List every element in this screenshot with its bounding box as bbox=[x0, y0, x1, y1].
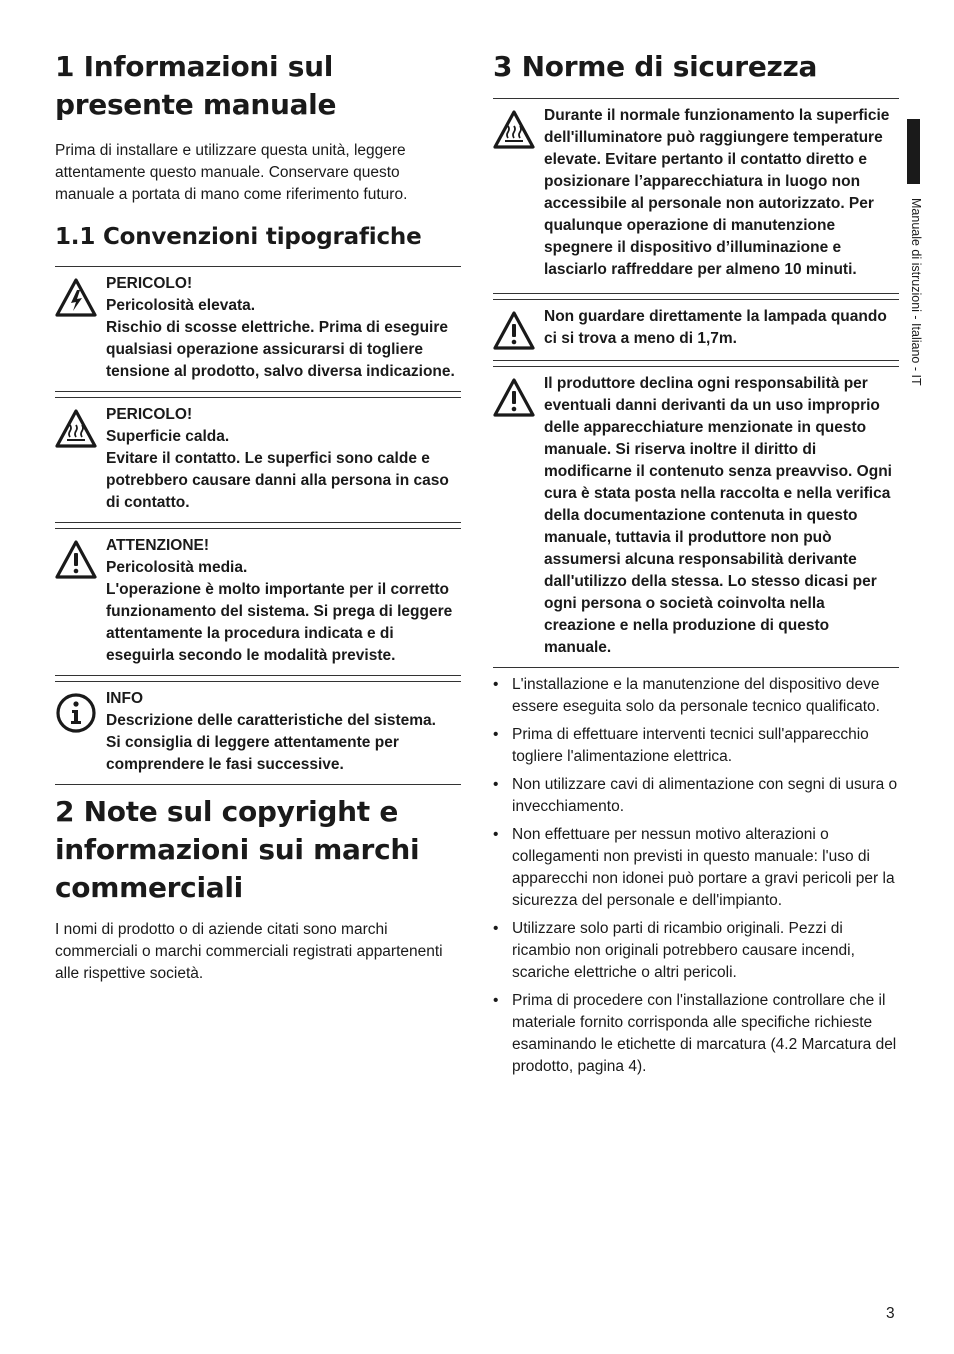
info-icon bbox=[55, 692, 97, 734]
section-2-title: 2 Note sul copyright e informazioni sui marchi commerciali bbox=[55, 795, 420, 904]
section-1-1-title: 1.1 Convenzioni tipografiche bbox=[55, 224, 422, 250]
note-text: Il produttore declina ogni responsabilità per eventuali danni derivanti da un uso improprio delle apparecchiature menzionate in questo manuale. Si riserva inoltre il diritto di modificarne il contenuto senza preavviso. Ogni cura è stata posta nella raccolta e nella verifica della documentazione contenuta in questo manuale, tuttavia il produttore non può assumersi alcuna responsabilità derivante dall'utilizzo della stessa. Lo stesso dicasi per ogni persona o società coinvolta nella creazione e nella produzione di questo manuale. bbox=[544, 375, 892, 656]
page-number: 3 bbox=[886, 1305, 895, 1322]
attention-note bbox=[55, 528, 461, 675]
hot-surface-icon bbox=[493, 109, 535, 151]
list-item: • Utilizzare solo parti di ricambio originali. Pezzi di ricambio non originali potrebbero causare incendi, scariche elettriche o altri pericoli. bbox=[493, 918, 899, 984]
list-item: • L'installazione e la manutenzione del dispositivo deve essere eseguita solo da personale tecnico qualificato. bbox=[493, 674, 899, 718]
hot-surface-icon bbox=[55, 408, 97, 450]
note-text: Durante il normale funzionamento la superficie dell'illuminatore può raggiungere temperature elevate. Evitare pertanto il contatto diretto e posizionare l’apparecchiatura in luogo non accessibile al personale non autorizzato. Per qualunque operazione di manutenzione spegnere il dispositivo d’illuminazione e lasciarlo raffreddare per almeno 10 minuti. bbox=[544, 107, 890, 278]
divider bbox=[493, 667, 899, 668]
note-title: PERICOLO! bbox=[106, 406, 193, 423]
info-note bbox=[55, 681, 461, 784]
danger-hot-note bbox=[55, 397, 461, 522]
left-column bbox=[55, 48, 461, 985]
section-1-title: 1 Informazioni sul presente manuale bbox=[55, 50, 337, 121]
list-item: • Prima di procedere con l'installazione controllare che il materiale fornito corrisponda alle specifiche richieste esaminando le etichette di marcatura (4.2 Marcatura del prodotto, pagina 4). bbox=[493, 990, 899, 1078]
warning-icon bbox=[493, 310, 535, 352]
danger-electric-note bbox=[55, 266, 461, 391]
note-text: L'operazione è molto importante per il corretto funzionamento del sistema. Si prega di leggere attentamente la procedura indicata e di eseguirla secondo le modalità previste. bbox=[106, 581, 453, 664]
section-3-title: 3 Norme di sicurezza bbox=[493, 50, 818, 83]
note-text: Si consiglia di leggere attentamente per comprendere le fasi successive. bbox=[106, 734, 399, 773]
note-subtitle: Descrizione delle caratteristiche del sistema. bbox=[106, 712, 436, 729]
right-column bbox=[493, 48, 899, 1084]
lamp-warning-note bbox=[493, 299, 899, 360]
liability-note bbox=[493, 366, 899, 667]
note-text: Rischio di scosse elettriche. Prima di eseguire qualsiasi operazione assicurarsi di togliere tensione al prodotto, salvo diversa indicazione. bbox=[106, 319, 455, 380]
note-subtitle: Superficie calda. bbox=[106, 428, 230, 445]
note-title: INFO bbox=[106, 690, 144, 707]
list-item: • Non utilizzare cavi di alimentazione con segni di usura o invecchiamento. bbox=[493, 774, 899, 818]
warning-icon bbox=[55, 539, 97, 581]
side-tab-marker bbox=[907, 119, 920, 184]
note-title: ATTENZIONE! bbox=[106, 537, 210, 554]
divider bbox=[55, 784, 461, 785]
safety-bullet-list bbox=[493, 674, 899, 1078]
side-label: Manuale di istruzioni - Italiano - IT bbox=[909, 198, 923, 386]
section-2-body: I nomi di prodotto o di aziende citati sono marchi commerciali o marchi commerciali registrati appartenenti alle rispettive società. bbox=[55, 921, 443, 982]
note-title: PERICOLO! bbox=[106, 275, 193, 292]
note-text: Evitare il contatto. Le superfici sono calde e potrebbero causare danni alla persona in caso di contatto. bbox=[106, 450, 449, 511]
hot-surface-note bbox=[493, 98, 899, 289]
section-1-body: Prima di installare e utilizzare questa unità, leggere attentamente questo manuale. Conservare questo manuale a portata di mano come riferimento futuro. bbox=[55, 142, 408, 203]
list-item: • Non effettuare per nessun motivo alterazioni o collegamenti non previsti in questo manuale: l'uso di apparecchi non idonei può portare a gravi pericoli per la sicurezza del personale e dell'impianto. bbox=[493, 824, 899, 912]
note-text: Non guardare direttamente la lampada quando ci si trova a meno di 1,7m. bbox=[544, 308, 887, 347]
list-item: • Prima di effettuare interventi tecnici sull'apparecchio togliere l'alimentazione elettrica. bbox=[493, 724, 899, 768]
note-subtitle: Pericolosità elevata. bbox=[106, 297, 256, 314]
warning-icon bbox=[493, 377, 535, 419]
electric-hazard-icon bbox=[55, 277, 97, 319]
note-subtitle: Pericolosità media. bbox=[106, 559, 248, 576]
